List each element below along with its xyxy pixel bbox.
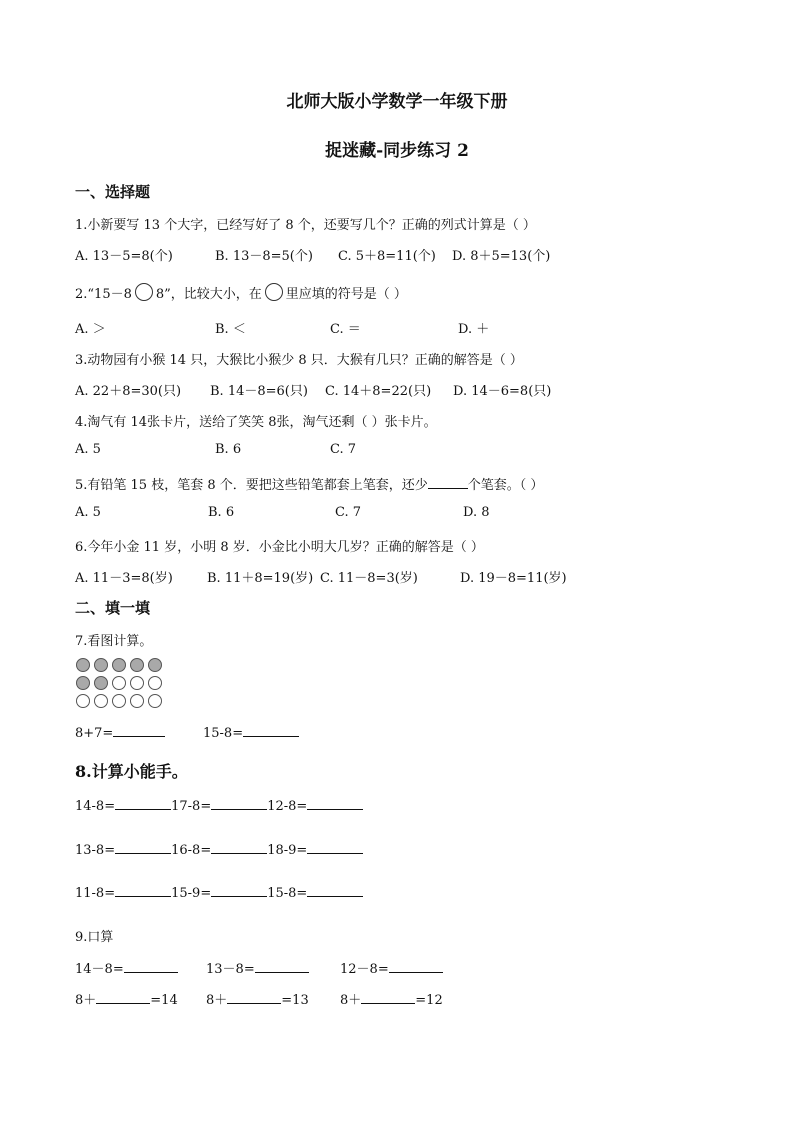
q8-expr: 17-8=	[171, 799, 212, 814]
question-2	[75, 283, 407, 302]
answer-blank	[227, 991, 281, 1004]
q2-option-a: A. ＞	[75, 322, 106, 337]
question-9: 9.口算	[75, 930, 114, 945]
answer-blank	[361, 991, 415, 1004]
empty-dot	[148, 694, 162, 708]
q9-expr: 14－8=	[75, 962, 124, 977]
counting-dots-figure	[76, 658, 168, 712]
question-8: 8.计算小能手。	[75, 762, 188, 781]
answer-blank	[211, 884, 267, 897]
q2-option-b: B. ＜	[215, 322, 246, 337]
question-5	[75, 474, 543, 493]
filled-dot	[130, 658, 144, 672]
q1-option-c: C. 5＋8=11(个)	[338, 249, 436, 264]
answer-blank	[124, 960, 178, 973]
q7-expr-2-text: 15-8=	[203, 726, 244, 741]
answer-blank	[96, 991, 150, 1004]
empty-dot	[112, 676, 126, 690]
answer-blank	[115, 884, 171, 897]
q8-expr: 16-8=	[171, 843, 212, 858]
answer-blank	[243, 724, 299, 737]
q5-option-a: A. 5	[75, 505, 101, 520]
q2-option-c: C. ＝	[330, 322, 361, 337]
q8-row-3	[75, 884, 363, 901]
q6-option-c: C. 11－8=3(岁)	[320, 571, 418, 586]
q1-option-a: A. 13－5=8(个)	[75, 249, 173, 264]
q2-text-part1: 2.“15－8	[75, 287, 132, 302]
q7-expr-2	[203, 724, 299, 741]
q9-expr: 8＋	[206, 993, 228, 1008]
filled-dot	[94, 676, 108, 690]
q9-expr: 12－8=	[340, 962, 389, 977]
q6-option-d: D. 19－8=11(岁)	[460, 571, 567, 586]
section-choice-heading: 一、选择题	[75, 183, 151, 201]
q9-result: =12	[415, 993, 443, 1008]
q4-option-c: C. 7	[330, 442, 357, 457]
q8-expr: 12-8=	[267, 799, 308, 814]
q5-option-c: C. 7	[335, 505, 362, 520]
q8-row-1	[75, 797, 363, 814]
empty-dot	[112, 694, 126, 708]
question-4: 4.淘气有 14张卡片，送给了笑笑 8张，淘气还剩（ ）张卡片。	[75, 415, 437, 430]
q5-option-d: D. 8	[463, 505, 490, 520]
filled-dot	[76, 658, 90, 672]
q9-expr: 8＋	[340, 993, 362, 1008]
document-subtitle: 捉迷藏-同步练习 2	[325, 141, 469, 161]
q8-expr: 14-8=	[75, 799, 116, 814]
q9-item-6	[340, 989, 443, 1008]
q5-text-part1: 5.有铅笔 15 枝，笔套 8 个．要把这些铅笔都套上笔套，还少	[75, 478, 428, 493]
q9-item-2	[206, 958, 309, 977]
q6-option-a: A. 11－3=8(岁)	[75, 571, 173, 586]
q2-text-part3: 里应填的符号是（ ）	[285, 287, 407, 302]
q2-option-d: D. ＋	[458, 322, 490, 337]
blank-circle-icon	[265, 283, 283, 301]
q1-option-d: D. 8＋5=13(个)	[452, 249, 551, 264]
empty-dot	[130, 676, 144, 690]
q8-expr: 11-8=	[75, 886, 116, 901]
question-6: 6.今年小金 11 岁，小明 8 岁．小金比小明大几岁？正确的解答是（ ）	[75, 540, 484, 555]
answer-blank	[115, 841, 171, 854]
q3-option-a: A. 22＋8=30(只)	[75, 384, 182, 399]
q8-expr: 15-8=	[267, 886, 308, 901]
q4-option-a: A. 5	[75, 442, 101, 457]
q2-text-part2: 8”，比较大小，在	[155, 287, 262, 302]
answer-blank	[307, 884, 363, 897]
answer-blank	[115, 797, 171, 810]
empty-dot	[148, 676, 162, 690]
blank-circle-icon	[135, 283, 153, 301]
q8-row-2	[75, 841, 363, 858]
answer-blank	[255, 960, 309, 973]
q9-result: =13	[281, 993, 309, 1008]
q1-option-b: B. 13－8=5(个)	[215, 249, 313, 264]
q6-option-b: B. 11＋8=19(岁)	[207, 571, 314, 586]
q9-item-3	[340, 958, 443, 977]
q9-item-4	[75, 989, 178, 1008]
q4-option-b: B. 6	[215, 442, 242, 457]
question-1: 1.小新要写 13 个大字，已经写好了 8 个，还要写几个？正确的列式计算是（ ）	[75, 218, 536, 233]
q3-option-c: C. 14＋8=22(只)	[325, 384, 432, 399]
filled-dot	[76, 676, 90, 690]
q8-expr: 13-8=	[75, 843, 116, 858]
filled-dot	[94, 658, 108, 672]
answer-blank	[211, 841, 267, 854]
filled-dot	[112, 658, 126, 672]
q5-text-part2: 个笔套。（ ）	[467, 478, 544, 493]
empty-dot	[94, 694, 108, 708]
q9-item-1	[75, 958, 178, 977]
q9-expr: 8＋	[75, 993, 97, 1008]
answer-blank	[428, 476, 468, 489]
q7-expr-1	[75, 724, 165, 741]
q8-expr: 15-9=	[171, 886, 212, 901]
document-title: 北师大版小学数学一年级下册	[286, 92, 508, 112]
q8-expr: 18-9=	[267, 843, 308, 858]
filled-dot	[148, 658, 162, 672]
q5-option-b: B. 6	[208, 505, 235, 520]
answer-blank	[307, 797, 363, 810]
q9-expr: 13－8=	[206, 962, 255, 977]
answer-blank	[211, 797, 267, 810]
answer-blank	[307, 841, 363, 854]
question-7: 7.看图计算。	[75, 634, 153, 649]
answer-blank	[389, 960, 443, 973]
q9-result: =14	[150, 993, 178, 1008]
section-fill-heading: 二、填一填	[75, 599, 151, 617]
empty-dot	[130, 694, 144, 708]
question-3: 3.动物园有小猴 14 只，大猴比小猴少 8 只．大猴有几只？正确的解答是（ ）	[75, 353, 523, 368]
q3-option-b: B. 14－8=6(只)	[210, 384, 308, 399]
answer-blank	[113, 724, 165, 737]
q3-option-d: D. 14－6=8(只)	[453, 384, 552, 399]
q7-expr-1-text: 8+7=	[75, 726, 114, 741]
q9-item-5	[206, 989, 309, 1008]
empty-dot	[76, 694, 90, 708]
